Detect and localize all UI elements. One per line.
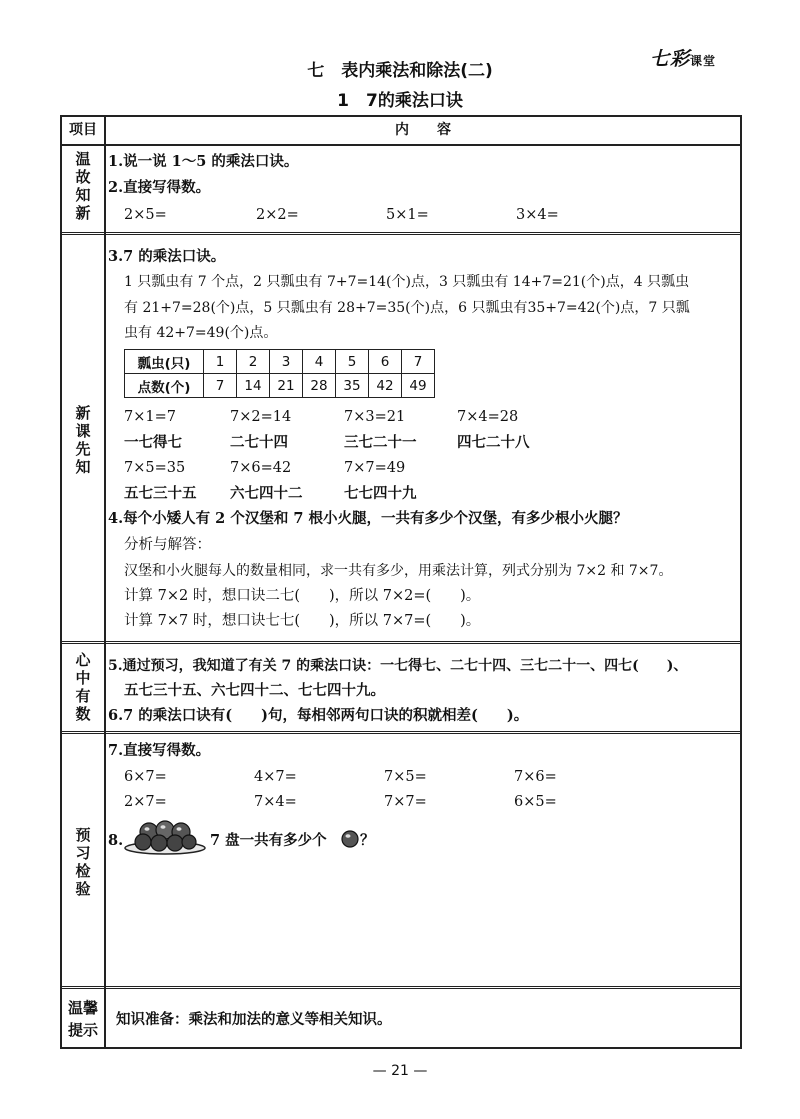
review-item: 2×5=	[124, 207, 167, 223]
row-divider	[62, 731, 740, 734]
chapter-title: 七 表内乘法和除法(二)	[307, 61, 493, 81]
rhyme: 一七得七	[124, 434, 182, 451]
check-item: 7×6=	[514, 769, 557, 785]
section-label-check: 预 习 检 验	[75, 826, 91, 898]
header-content: 内 容	[395, 122, 451, 138]
lesson-title: 1 7的乘法口诀	[337, 91, 463, 111]
column-divider	[104, 117, 106, 1047]
rhyme: 七七四十九	[344, 485, 417, 502]
question-1: 1.说一说 1～5 的乘法口诀。	[108, 153, 299, 170]
table-cell: 7	[402, 350, 435, 374]
table-row-head: 点数(个)	[125, 374, 204, 398]
q4-analysis-label: 分析与解答：	[124, 537, 211, 553]
section-label-review: 温 故 知 新	[75, 150, 91, 222]
table-row	[125, 350, 435, 374]
check-item: 7×7=	[384, 794, 427, 810]
table-cell: 2	[237, 350, 270, 374]
ladybug-dot-table	[124, 349, 435, 398]
table-cell: 6	[369, 350, 402, 374]
section-label-new-lesson: 新 课 先 知	[75, 404, 91, 476]
check-item: 4×7=	[254, 769, 297, 785]
formula: 7×2=14	[230, 409, 292, 425]
question-4-title: 4.每个小矮人有 2 个汉堡和 7 根小火腿，一共有多少个汉堡，有多少根小火腿？	[108, 510, 628, 527]
question-6: 6.7 的乘法口诀有( )句，每相邻两句口诀的积就相差( )。	[108, 707, 529, 724]
section-label-tip: 温馨 提示	[67, 999, 98, 1039]
check-item: 6×7=	[124, 769, 167, 785]
table-row-head: 瓢虫(只)	[125, 350, 204, 374]
question-5-line: 五七三十五、六七四十二、七七四十九。	[124, 682, 385, 699]
page-number: — 21 —	[372, 1063, 428, 1079]
tip-text: 知识准备：乘法和加法的意义等相关知识。	[116, 1011, 392, 1028]
table-cell: 1	[204, 350, 237, 374]
rhyme: 四七二十八	[457, 434, 530, 451]
table-cell: 35	[336, 374, 369, 398]
question-8-suffix: ？	[360, 832, 375, 849]
formula: 7×4=28	[457, 409, 519, 425]
row-divider	[62, 144, 740, 146]
formula: 7×1=7	[124, 409, 176, 425]
q4-text-line: 计算 7×2 时，想口诀二七( )，所以 7×2=( )。	[124, 588, 481, 604]
table-cell: 5	[336, 350, 369, 374]
brand-logo-text: 七彩	[650, 48, 691, 70]
peach-icon	[340, 828, 360, 852]
header-item: 项目	[69, 122, 97, 138]
rhyme: 二七十四	[230, 434, 288, 451]
formula: 7×7=49	[344, 460, 406, 476]
section-label-summary: 心 中 有 数	[75, 651, 91, 723]
row-divider	[62, 641, 740, 644]
rhyme: 五七三十五	[124, 485, 197, 502]
q3-text-line: 有 21+7=28(个)点，5 只瓢虫有 28+7=35(个)点，6 只瓢虫有35+7=42(个)点，7 只瓢	[124, 300, 690, 316]
question-5-line: 5.通过预习，我知道了有关 7 的乘法口诀：一七得七、二七十四、三七二十一、四七( )、	[108, 658, 688, 674]
table-row	[125, 374, 435, 398]
check-item: 7×4=	[254, 794, 297, 810]
table-cell: 4	[303, 350, 336, 374]
check-item: 2×7=	[124, 794, 167, 810]
formula: 7×6=42	[230, 460, 292, 476]
question-3-title: 3.7 的乘法口诀。	[108, 248, 226, 265]
q4-text-line: 汉堡和小火腿每人的数量相同，求一共有多少，用乘法计算，列式分别为 7×2 和 7×7。	[124, 563, 673, 579]
check-item: 7×5=	[384, 769, 427, 785]
rhyme: 三七二十一	[344, 434, 417, 451]
review-item: 5×1=	[386, 207, 429, 223]
brand-logo-sub: 课堂	[690, 54, 717, 68]
check-item: 6×5=	[514, 794, 557, 810]
question-2: 2.直接写得数。	[108, 179, 211, 196]
table-cell: 3	[270, 350, 303, 374]
rhyme: 六七四十二	[230, 485, 303, 502]
question-8-number: 8.	[108, 832, 124, 849]
question-7-title: 7.直接写得数。	[108, 742, 211, 759]
q3-text-line: 虫有 42+7=49(个)点。	[124, 325, 278, 341]
formula: 7×3=21	[344, 409, 406, 425]
table-cell: 21	[270, 374, 303, 398]
q4-text-line: 计算 7×7 时，想口诀七七( )，所以 7×7=( )。	[124, 613, 481, 629]
review-item: 3×4=	[516, 207, 559, 223]
table-cell: 28	[303, 374, 336, 398]
table-cell: 14	[237, 374, 270, 398]
formula: 7×5=35	[124, 460, 186, 476]
table-cell: 7	[204, 374, 237, 398]
table-cell: 42	[369, 374, 402, 398]
q3-text-line: 1 只瓢虫有 7 个点，2 只瓢虫有 7+7=14(个)点，3 只瓢虫有 14+7=21(个)点，4 只瓢虫	[124, 274, 690, 290]
peach-plate-icon	[123, 816, 207, 860]
review-item: 2×2=	[256, 207, 299, 223]
row-divider	[62, 986, 740, 989]
table-cell: 49	[402, 374, 435, 398]
question-8-text: 7 盘一共有多少个	[210, 832, 327, 849]
row-divider	[62, 232, 740, 235]
